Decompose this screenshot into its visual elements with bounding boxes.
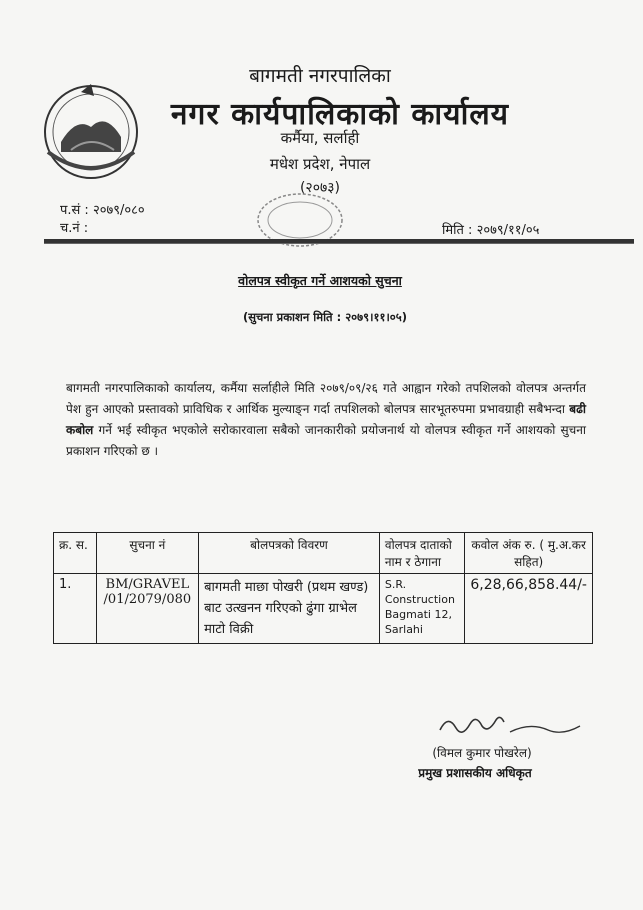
- signatory-name: (विमल कुमार पोखरेल): [432, 746, 532, 760]
- notice-body-part2: गर्ने भई स्वीकृत भएकोले सरोकारवाला सबैको जानकारीको प्रयोजनार्थ यो वोलपत्र स्वीकृत गर्ने आशयको सुचना प्रकाशन गरिएको छ ।: [66, 423, 586, 458]
- office-location: कर्मैया, सर्लाही: [280, 129, 360, 147]
- row-amount: 6,28,66,858.44/-: [465, 574, 593, 644]
- municipality-emblem: [36, 82, 146, 182]
- handwritten-signature: [430, 708, 590, 744]
- notice-heading: वोलपत्र स्वीकृत गर्ने आशयको सुचना: [238, 273, 402, 288]
- letter-number: प.सं : २०७९/०८०: [60, 203, 145, 218]
- header-serial: क्र. स.: [54, 533, 97, 574]
- dispatch-number: च.नं :: [60, 221, 89, 236]
- table-row: [54, 574, 593, 644]
- notice-body: [66, 378, 586, 462]
- row-bidder: S.R. Construction Bagmati 12, Sarlahi: [379, 574, 464, 644]
- header-description: बोलपत्रको विवरण: [199, 533, 380, 574]
- publication-date: (सुचना प्रकाशन मिति : २०७९।११।०५): [242, 310, 408, 324]
- office-province: मधेश प्रदेश, नेपाल: [269, 155, 371, 173]
- header-divider: [44, 239, 634, 244]
- municipality-name: बागमती नगरपालिका: [249, 65, 391, 87]
- office-name: नगर कार्यपालिकाको कार्यालय: [170, 97, 510, 132]
- header-notice-no: सुचना नं: [96, 533, 198, 574]
- header-bidder: वोलपत्र दाताको नाम र ठेगाना: [379, 533, 464, 574]
- table-header-row: [54, 533, 593, 574]
- notice-body-part1: बागमती नगरपालिकाको कार्यालय, कर्मैया सर्लाहीले मिति २०७९/०९/२६ गते आह्वान गरेको तपशिलको वोलपत्र अन्तर्गत पेश हुन आएको प्रस्तावको प्राविधिक र आर्थिक मुल्याङ्‍न गर्दा तपशिलको बोलपत्र सारभूतरुपमा प्रभावग्राही सबैभन्दा: [66, 381, 586, 416]
- notice-body-bold: बढी कबोल: [66, 402, 586, 437]
- row-notice-no: BM/GRAVEL /01/2079/080: [96, 574, 198, 644]
- letter-date: मिति : २०७९/११/०५: [442, 223, 540, 238]
- bid-table: [53, 532, 593, 644]
- established-year: (२०७३): [299, 180, 341, 196]
- row-description: बागमती माछा पोखरी (प्रथम खण्ड) बाट उत्खनन गरिएको ढुंगा ग्राभेल माटो विक्री: [199, 574, 380, 644]
- header-amount: कवोल अंक रु. ( मु.अ.कर सहित): [465, 533, 593, 574]
- row-serial: 1.: [54, 574, 97, 644]
- signatory-title: प्रमुख प्रशासकीय अधिकृत: [418, 766, 532, 780]
